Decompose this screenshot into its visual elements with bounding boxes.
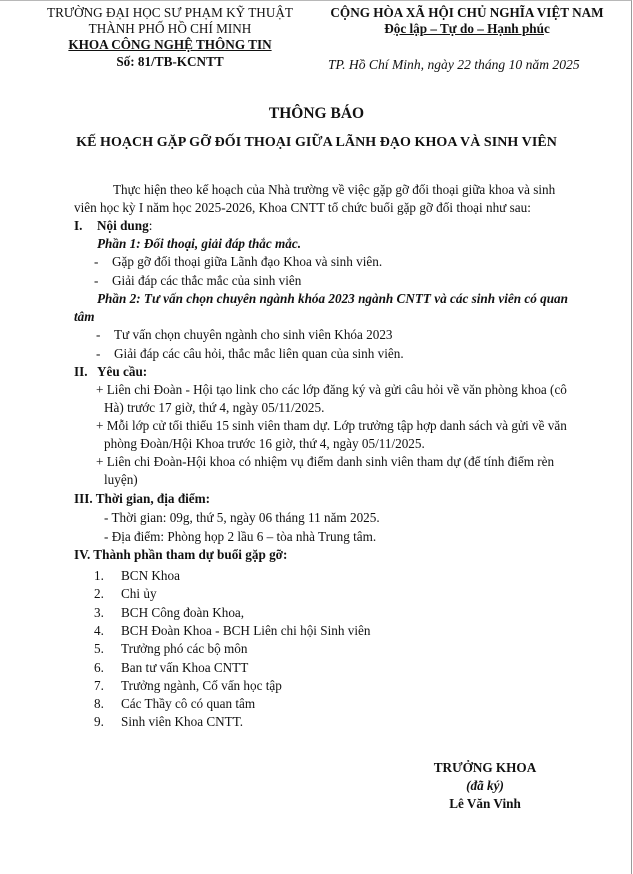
section2-heading: Yêu cầu: bbox=[97, 364, 148, 379]
header-left bbox=[40, 5, 300, 70]
attendee-item: Trưởng ngành, Cố vấn học tập bbox=[121, 678, 282, 693]
part1-title: Phần 1: Đối thoại, giải đáp thắc mắc. bbox=[97, 236, 302, 251]
part2-title-line1: Phần 2: Tư vấn chọn chuyên ngành khóa 2023 ngành CNTT và các sinh viên có quan bbox=[97, 291, 568, 306]
attendee-item: Trưởng phó các bộ môn bbox=[121, 641, 248, 656]
part2-bullet-1: - bbox=[96, 327, 101, 342]
part2-title-line2: tâm bbox=[74, 309, 95, 324]
header-right bbox=[322, 5, 612, 37]
attendee-number: 1. bbox=[94, 568, 104, 583]
attendee-item: BCH Đoàn Khoa - BCH Liên chi hội Sinh viên bbox=[121, 623, 371, 638]
part1-item-1: Gặp gỡ đối thoại giữa Lãnh đạo Khoa và sinh viên. bbox=[112, 254, 383, 269]
signer-position: TRƯỞNG KHOA bbox=[433, 760, 537, 775]
notice-title: THÔNG BÁO bbox=[268, 105, 365, 122]
signer-name: Lê Văn Vinh bbox=[449, 796, 521, 811]
section3-heading: III. Thời gian, địa điểm: bbox=[74, 491, 211, 506]
requirement-3-line2: luyện) bbox=[104, 472, 138, 487]
requirement-1-line1: + Liên chi Đoàn - Hội tạo link cho các lớp đăng ký và gửi câu hỏi về văn phòng khoa (cô bbox=[96, 382, 567, 397]
attendee-item: Chi ủy bbox=[121, 586, 157, 601]
section4-heading: IV. Thành phần tham dự buổi gặp gỡ: bbox=[74, 547, 288, 562]
attendee-item: BCN Khoa bbox=[121, 568, 180, 583]
section1-numeral: I. bbox=[74, 218, 83, 233]
faculty-name: KHOA CÔNG NGHỆ THÔNG TIN bbox=[68, 37, 272, 52]
intro-line1: Thực hiện theo kế hoạch của Nhà trường về việc gặp gỡ đối thoại giữa khoa và sinh bbox=[113, 182, 556, 197]
requirement-2-line1: + Mỗi lớp cử tối thiểu 15 sinh viên tham dự. Lớp trưởng tập hợp danh sách và gửi về văn bbox=[96, 418, 567, 433]
date-line: TP. Hồ Chí Minh, ngày 22 tháng 10 năm 2025 bbox=[328, 57, 580, 72]
national-motto bbox=[322, 21, 612, 37]
attendee-number: 5. bbox=[94, 641, 104, 656]
requirement-3-line1: + Liên chi Đoàn-Hội khoa có nhiệm vụ điểm danh sinh viên tham dự (để tính điểm rèn bbox=[96, 454, 555, 469]
motto-last-letter: c bbox=[543, 21, 550, 36]
motto-underlined: ộc lập – Tự do – Hạnh phú bbox=[393, 21, 544, 36]
attendee-number: 7. bbox=[94, 678, 104, 693]
requirement-2-line2: phòng Đoàn/Hội Khoa trước 16 giờ, thứ 4, ngày 05/11/2025. bbox=[104, 436, 425, 451]
nation-title: CỘNG HÒA XÃ HỘI CHỦ NGHĨA VIỆT NAM bbox=[330, 5, 604, 20]
section2-numeral: II. bbox=[74, 364, 88, 379]
attendee-number: 2. bbox=[94, 586, 104, 601]
part1-bullet-1: - bbox=[94, 254, 99, 269]
part2-item-1: Tư vấn chọn chuyên ngành cho sinh viên Khóa 2023 bbox=[114, 327, 393, 342]
requirement-1-line2: Hà) trước 17 giờ, thứ 4, ngày 05/11/2025. bbox=[104, 400, 325, 415]
section1-heading: Nội dung: bbox=[97, 218, 153, 233]
attendee-number: 6. bbox=[94, 660, 104, 675]
part2-item-2: Giải đáp các câu hỏi, thắc mắc liên quan của sinh viên. bbox=[114, 346, 404, 361]
attendee-item: Sinh viên Khoa CNTT. bbox=[121, 714, 244, 729]
attendee-number: 9. bbox=[94, 714, 104, 729]
signature-block bbox=[400, 759, 570, 813]
attendee-number: 4. bbox=[94, 623, 104, 638]
meeting-place: - Địa điểm: Phòng họp 2 lầu 6 – tòa nhà Trung tâm. bbox=[104, 529, 377, 544]
attendee-number: 3. bbox=[94, 605, 104, 620]
attendee-item: Ban tư vấn Khoa CNTT bbox=[121, 660, 249, 675]
school-name-line1: TRƯỜNG ĐẠI HỌC SƯ PHẠM KỸ THUẬT bbox=[47, 5, 293, 20]
attendee-item: Các Thầy cô có quan tâm bbox=[121, 696, 256, 711]
part1-bullet-2: - bbox=[94, 273, 99, 288]
school-name-line2: THÀNH PHỐ HỒ CHÍ MINH bbox=[88, 21, 252, 36]
attendee-item: BCH Công đoàn Khoa, bbox=[121, 605, 245, 620]
document-number: Số: 81/TB-KCNTT bbox=[116, 54, 224, 69]
meeting-time: - Thời gian: 09g, thứ 5, ngày 06 tháng 11 năm 2025. bbox=[104, 510, 380, 525]
intro-line2: viên học kỳ I năm học 2025-2026, Khoa CNTT tổ chức buổi gặp gỡ đối thoại như sau: bbox=[74, 200, 531, 215]
part1-item-2: Giải đáp các thắc mắc của sinh viên bbox=[112, 273, 302, 288]
notice-subtitle: KẾ HOẠCH GẶP GỠ ĐỐI THOẠI GIỮA LÃNH ĐẠO KHOA VÀ SINH VIÊN bbox=[76, 135, 557, 150]
motto-first-letter: Đ bbox=[384, 21, 394, 36]
attendee-number: 8. bbox=[94, 696, 104, 711]
signed-note: (đã ký) bbox=[466, 778, 504, 793]
part2-bullet-2: - bbox=[96, 346, 101, 361]
